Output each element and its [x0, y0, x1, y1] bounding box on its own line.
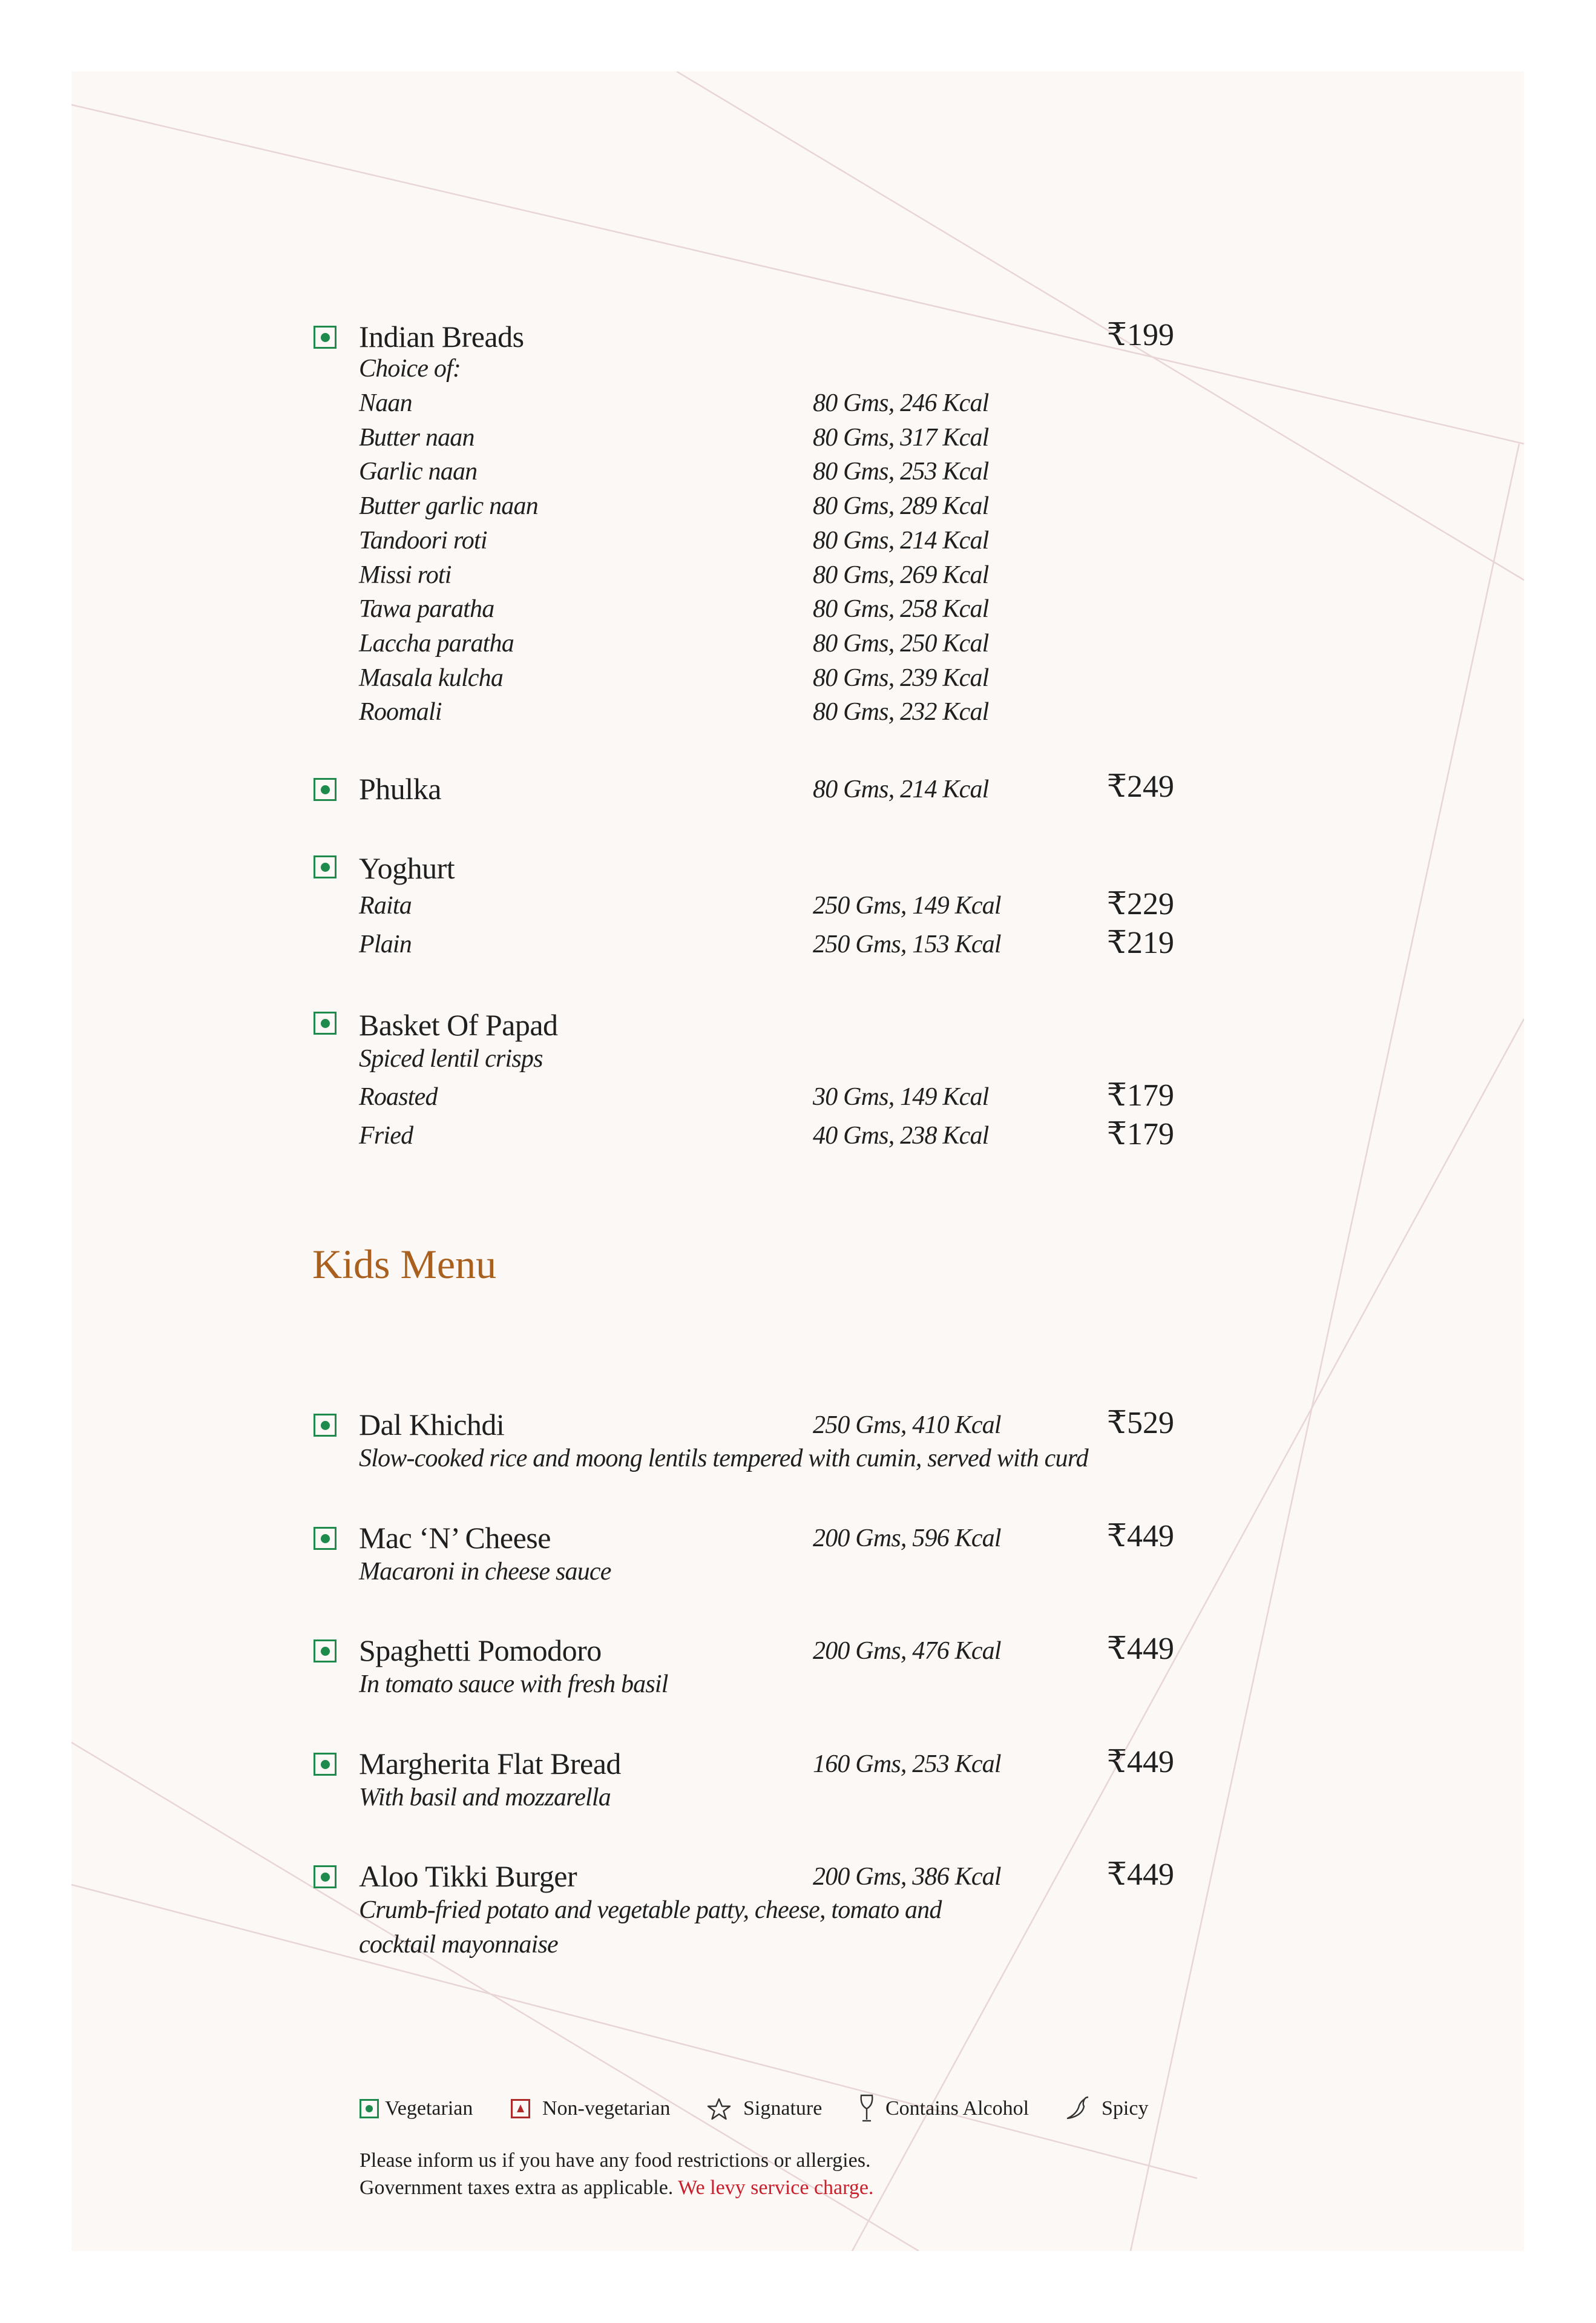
menu-content [71, 71, 1524, 2251]
bread-option-name: Tawa paratha [359, 595, 494, 624]
vegetarian-icon [314, 1865, 337, 1888]
item-title: Phulka [359, 772, 441, 806]
vegetarian-legend-icon [360, 2099, 379, 2118]
legend-vegetarian: Vegetarian [385, 2097, 473, 2120]
section-title-kids-menu: Kids Menu [312, 1241, 497, 1287]
tax-notice [360, 2175, 873, 2201]
item-price: ₹449 [1106, 1857, 1174, 1892]
item-price: ₹179 [1106, 1117, 1174, 1152]
bread-option-name: Butter garlic naan [359, 492, 538, 521]
vegetarian-icon [314, 1639, 337, 1662]
item-price: ₹249 [1106, 769, 1174, 804]
vegetarian-icon [314, 1012, 337, 1035]
vegetarian-icon [314, 778, 337, 801]
item-weight-calories: 40 Gms, 238 Kcal [813, 1122, 989, 1150]
item-price: ₹179 [1106, 1078, 1174, 1113]
papad-option-name: Fried [359, 1122, 413, 1150]
item-weight-calories: 80 Gms, 250 Kcal [813, 629, 989, 657]
item-weight-calories: 80 Gms, 239 Kcal [813, 664, 989, 692]
legend-contains-alcohol: Contains Alcohol [885, 2097, 1030, 2120]
vegetarian-icon [314, 1753, 337, 1776]
legend-non-vegetarian: Non-vegetarian [542, 2097, 671, 2120]
item-weight-calories: 250 Gms, 149 Kcal [813, 892, 1001, 920]
item-price: ₹529 [1106, 1406, 1174, 1440]
item-weight-calories: 80 Gms, 258 Kcal [813, 595, 989, 624]
item-description: Macaroni in cheese sauce [359, 1558, 611, 1586]
bread-option-name: Butter naan [359, 423, 475, 452]
papad-option-name: Roasted [359, 1083, 438, 1111]
wine-glass-icon [858, 2094, 875, 2126]
item-description: cocktail mayonnaise [359, 1931, 558, 1959]
bread-option-name: Tandoori roti [359, 526, 487, 555]
item-title: Basket Of Papad [359, 1008, 558, 1042]
yoghurt-option-name: Raita [359, 892, 412, 920]
item-description: Crumb-fried potato and vegetable patty, cheese, tomato and [359, 1896, 942, 1924]
item-description: In tomato sauce with fresh basil [359, 1670, 668, 1698]
item-weight-calories: 30 Gms, 149 Kcal [813, 1083, 989, 1111]
item-title: Spaghetti Pomodoro [359, 1633, 602, 1667]
vegetarian-icon [314, 1527, 337, 1550]
item-weight-calories: 80 Gms, 214 Kcal [813, 526, 989, 555]
yoghurt-option-name: Plain [359, 931, 412, 958]
bread-option-name: Missi roti [359, 561, 452, 589]
vegetarian-icon [314, 326, 337, 349]
bread-option-name: Masala kulcha [359, 664, 504, 692]
legend-signature: Signature [743, 2097, 823, 2120]
item-title: Yoghurt [359, 851, 455, 885]
item-weight-calories: 80 Gms, 214 Kcal [813, 776, 989, 803]
item-title: Aloo Tikki Burger [359, 1859, 577, 1893]
item-title: Dal Khichdi [359, 1408, 505, 1442]
bread-option-name: Garlic naan [359, 458, 478, 486]
item-weight-calories: 250 Gms, 410 Kcal [813, 1411, 1001, 1439]
item-price: ₹449 [1106, 1745, 1174, 1779]
bread-option-name: Naan [359, 389, 412, 417]
vegetarian-icon [314, 855, 337, 878]
item-weight-calories: 160 Gms, 253 Kcal [813, 1750, 1001, 1778]
legend-spicy: Spicy [1102, 2097, 1149, 2120]
tax-notice-text: Government taxes extra as applicable. [360, 2176, 678, 2199]
item-price: ₹199 [1106, 318, 1174, 352]
item-description: With basil and mozzarella [359, 1784, 611, 1811]
item-price: ₹229 [1106, 887, 1174, 921]
bread-option-name: Laccha paratha [359, 629, 514, 657]
choice-label: Choice of: [359, 355, 461, 383]
item-description: Slow-cooked rice and moong lentils tempered with cumin, served with curd [359, 1445, 1088, 1472]
item-price: ₹219 [1106, 926, 1174, 960]
item-weight-calories: 200 Gms, 596 Kcal [813, 1524, 1001, 1552]
item-weight-calories: 80 Gms, 253 Kcal [813, 458, 989, 486]
item-weight-calories: 200 Gms, 386 Kcal [813, 1863, 1001, 1891]
item-title: Margherita Flat Bread [359, 1747, 621, 1781]
menu-page [71, 71, 1524, 2251]
chili-icon [1064, 2095, 1091, 2125]
item-title: Indian Breads [359, 320, 524, 354]
item-weight-calories: 250 Gms, 153 Kcal [813, 931, 1001, 958]
vegetarian-icon [314, 1414, 337, 1437]
non-vegetarian-legend-icon [511, 2099, 530, 2118]
item-weight-calories: 80 Gms, 317 Kcal [813, 423, 989, 452]
item-weight-calories: 200 Gms, 476 Kcal [813, 1637, 1001, 1665]
item-description: Spiced lentil crisps [359, 1045, 543, 1073]
item-weight-calories: 80 Gms, 269 Kcal [813, 561, 989, 589]
star-icon [707, 2098, 731, 2124]
service-charge-notice: We levy service charge. [678, 2176, 874, 2199]
item-price: ₹449 [1106, 1519, 1174, 1554]
allergy-notice: Please inform us if you have any food restrictions or allergies. [360, 2149, 871, 2172]
item-weight-calories: 80 Gms, 289 Kcal [813, 492, 989, 521]
item-price: ₹449 [1106, 1632, 1174, 1666]
bread-option-name: Roomali [359, 698, 442, 727]
item-title: Mac ‘N’ Cheese [359, 1521, 551, 1555]
item-weight-calories: 80 Gms, 232 Kcal [813, 698, 989, 727]
item-weight-calories: 80 Gms, 246 Kcal [813, 389, 989, 417]
